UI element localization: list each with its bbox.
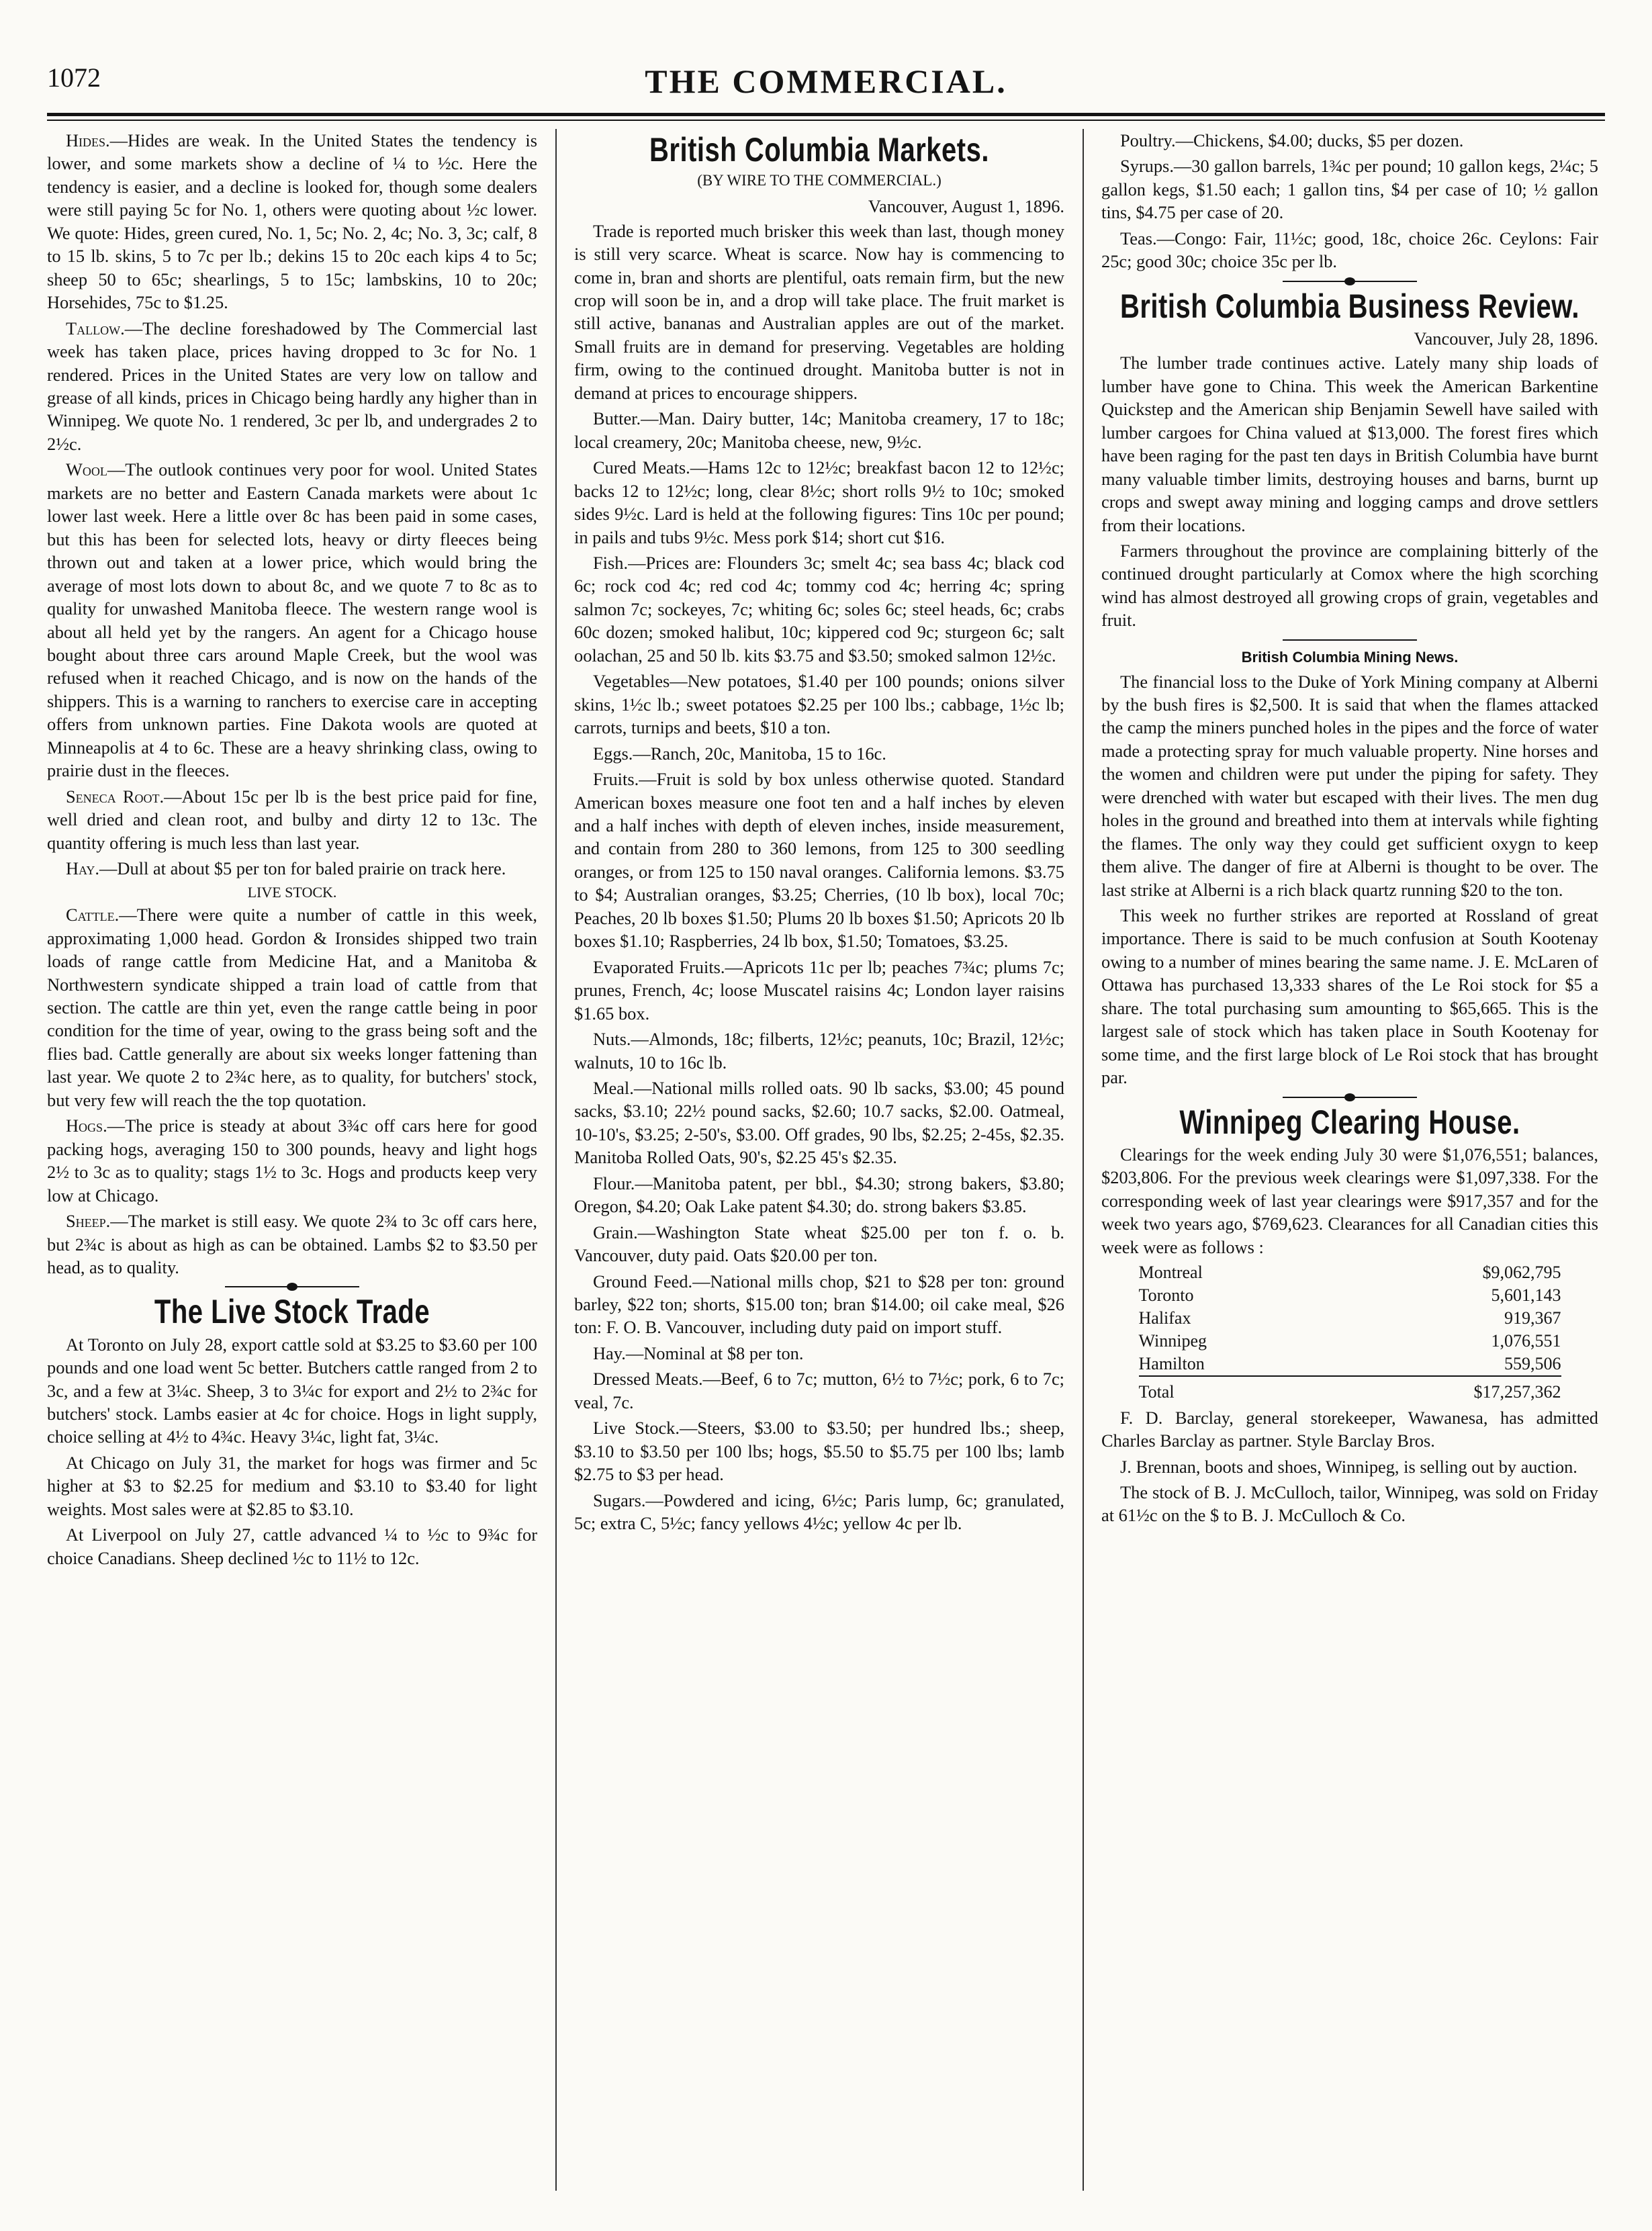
column-1 — [47, 129, 537, 2191]
clearing-house-title: Winnipeg Clearing House. — [1179, 1104, 1520, 1142]
review-paragraph-2: Farmers throughout the province are complaining bitterly of the continued drought particularly at Comox where the high scorching wind has almost destroyed all growing crops of grain, vegetables and fruit. — [1101, 540, 1598, 631]
bc-business-review-title: British Columbia Business Review. — [1119, 288, 1580, 326]
toronto-paragraph: At Toronto on July 28, export cattle sold at $3.25 to $3.60 per 100 pounds and one load went 5c better. Butchers cattle ranged from 2 to 3c, and a few at 3¼c. Sheep, 3 to 3¼c for export and 2½ to 2¾c for butchers' stock. Lambs easier at 4c for choice. Hogs in light supply, choice selling at 4½ to 4¾c. Heavy 3¼c, light fat, 3¼c. — [47, 1334, 537, 1447]
masthead: THE COMMERCIAL. — [645, 62, 1007, 100]
liverpool-paragraph: At Liverpool on July 27, cattle advanced ¼ to ½c to 9¾c for choice Canadians. Sheep declined ½c to 11½ to 12c. — [47, 1524, 537, 1568]
poultry-paragraph: Poultry.—Chickens, $4.00; ducks, $5 per dozen. — [1120, 130, 1464, 150]
hay-paragraph: Hay.—Dull at about $5 per ton for baled prairie on track here. — [66, 858, 506, 879]
review-dateline: Vancouver, July 28, 1896. — [1414, 328, 1598, 349]
clearings-table — [1139, 1261, 1561, 1404]
vegetables-paragraph: Vegetables—New potatoes, $1.40 per 100 pounds; onions silver skins, 1½c lb.; sweet potatoes $2.25 per 100 lbs.; cabbage, 1½c lb; carrots, turnips and beets, $10 a ton. — [574, 671, 1064, 738]
section-divider — [1283, 277, 1417, 285]
ground-feed-paragraph: Ground Feed.—National mills chop, $21 to $28 per ton: ground barley, $22 ton; shorts, $15.00 ton; bran $14.00; oil cake meal, $26 ton: F. O. B. Vancouver, including duty paid on import stuff. — [574, 1271, 1064, 1338]
table-row: Winnipeg 1,076,551 — [1138, 1330, 1561, 1351]
hogs-paragraph: Hogs.—The price is steady at about 3¾c off cars here for good packing hogs, averaging 150 to 300 pounds, heavy and light hogs 2½ to 3c as to quality; stags 1½ to 3c. Hogs and products keep very low at Chicago. — [47, 1116, 537, 1205]
live-stock-trade-title: The Live Stock Trade — [154, 1293, 430, 1331]
notice-barclay: F. D. Barclay, general storekeeper, Wawanesa, has admitted Charles Barclay as partner. Style Barclay Bros. — [1101, 1407, 1598, 1451]
wool-paragraph: Wool—The outlook continues very poor for wool. United States markets are no better and Eastern Canada markets were about 1c lower last week. Here a little over 8c has been paid in some cases, but this has been for selected lots, heavy or dirty fleeces being thrown out and taken at a lower price, which would bring the average of most lots down to about 8c, and we quote 7 to 8c as to quality for unwashed Manitoba fleece. The western range wool is about all held yet by the rangers. An agent for a Chicago house bought about three cars around Maple Creek, but the wool was refused when it reached Chicago, and is now on the hands of the shippers. This is a warning to ranchers to exercise care in accepting offers from unknown parties. Fine Dakota wools are quoted at Minneapolis at 4 to 6c. These are a heavy shrinking class, owing to prairie dust in the fleeces. — [47, 459, 537, 781]
bc-markets-intro: Trade is reported much brisker this week than last, though money is still very scarce. Wheat is scarce. Now hay is commencing to come in, bran and shorts are plentiful, oats remain firm, but the new crop will soon be in, and a drop will take place. The fruit market is still active, bananas and Australian apples are out of the market. Small fruits are in demand for preserving. Vegetables are holding firm, owing to the continued drought. Manitoba butter is not in demand at prices to encourage shippers. — [574, 220, 1064, 403]
flour-paragraph: Flour.—Manitoba patent, per bbl., $4.30; strong bakers, $3.80; Oregon, $4.20; Oak Lake patent $4.30; do. strong bakers $3.85. — [574, 1173, 1064, 1217]
section-divider — [1283, 1093, 1417, 1101]
review-paragraph-1: The lumber trade continues active. Lately many ship loads of lumber have gone to China. This week the American Barkentine Quickstep and the American ship Benjamin Sewell have sailed with lumber cargoes for China valued at $13,000. The forest fires which have been raging for the past ten days in British Columbia have burnt many valuable timber limits, destroying houses and barns, burnt up crops and swept away mining and logging camps and drove settlers from their locations. — [1101, 353, 1598, 535]
column-2 — [574, 129, 1064, 2191]
column-divider — [555, 129, 557, 2191]
table-row: Toronto 5,601,143 — [1138, 1285, 1561, 1306]
column-3 — [1101, 129, 1598, 2191]
column-divider — [1083, 129, 1084, 2191]
section-divider — [1283, 636, 1417, 644]
cattle-paragraph: Cattle.—There were quite a number of cattle in this week, approximating 1,000 head. Gordon & Ironsides shipped two train loads of range cattle from Medicine Hat, and a Manitoba & Northwestern syndicate shipped a train load of cattle from that section. The cattle are thin yet, even the range cattle being in poor condition for the time of year, owing to the grass being soft and the flies bad. Cattle generally are about six weeks longer fattening than last year. We quote 2 to 2¾c here, as to quality, for butchers' stock, but very few will reach the the top quotation. — [47, 905, 537, 1110]
bc-markets-dateline: Vancouver, August 1, 1896. — [868, 196, 1064, 217]
total-row: Total $17,257,362 — [1139, 1376, 1561, 1404]
butter-paragraph: Butter.—Man. Dairy butter, 14c; Manitoba creamery, 17 to 18c; local creamery, 20c; Manitoba cheese, new, 9½c. — [574, 408, 1064, 452]
evaporated-fruits-paragraph: Evaporated Fruits.—Apricots 11c per lb; peaches 7¾c; plums 7c; prunes, French, 4c; loose Muscatel raisins 4c; London layer raisins $1.65 box. — [574, 956, 1064, 1023]
hides-paragraph: Hides.—Hides are weak. In the United States the tendency is lower, and some markets show a decline of ¼ to ½c. Here the tendency is easier, and a decline is looked for, though some dealers were still paying 5c for No. 1, others were quoting about ½c lower. We quote: Hides, green cured, No. 1, 5c; No. 2, 4c; No. 3, 3c; calf, 8 to 15 lb. skins, 5 to 7c per lb.; dekins 15 to 20c each kips 4 to 5c; sheep 50 to 65c; shearlings, 5 to 15c; lambskins, 10 to 20c; Horsehides, 75c to $1.25. — [47, 130, 537, 313]
bc-markets-title: British Columbia Markets. — [649, 132, 989, 169]
dressed-meats-paragraph: Dressed Meats.—Beef, 6 to 7c; mutton, 6½ to 7½c; pork, 6 to 7c; veal, 7c. — [574, 1369, 1064, 1412]
table-row: Halifax 919,367 — [1138, 1308, 1561, 1328]
header-rule-thin — [47, 120, 1605, 121]
cured-meats-paragraph: Cured Meats.—Hams 12c to 12½c; breakfast bacon 12 to 12½c; backs 12 to 12½c; long, clear 8½c; short rolls 9½ to 10c; smoked sides 9½c. Lard is held at the following figures: Tins 10c per pound; in pails and tubs 9½c. Mess pork $14; short cut $16. — [574, 457, 1064, 547]
mining-news-title: British Columbia Mining News. — [1241, 648, 1459, 666]
mining-paragraph-2: This week no further strikes are reported at Rossland of great importance. There is said to be much confusion at South Kootenay owing to a number of mines bearing the same name. J. E. McLaren of Ottawa has purchased 13,333 shares of the Le Roi stock for $5 a share. The total purchasing sum amounting to $65,665. This is the largest sale of stock which has taken place in South Kootenay for some time, and the first large block of Le Roi stock that has brought par. — [1101, 905, 1598, 1088]
fish-paragraph: Fish.—Prices are: Flounders 3c; smelt 4c; sea bass 4c; black cod 6c; rock cod 4c; red cod 4c; tommy cod 4c; herring 4c; spring salmon 7c; sockeyes, 7c; whiting 6c; soles 6c; steel heads, 6c; crabs 60c dozen; smoked halibut, 10c; kippered cod 9c; sturgeon 6c; salt oolachan, 25 and 50 lb. kits $3.75 and $3.50; smoked salmon 12½c. — [574, 552, 1064, 666]
fruits-paragraph: Fruits.—Fruit is sold by box unless otherwise quoted. Standard American boxes measure one foot ten and a half inches by eleven and a half inches with depth of eleven inches, inside measurement, and contain from 280 to 360 lemons, from 125 to 300 seedling oranges, or from 125 to 150 naval oranges. California lemons. $3.75 to $4; Australian oranges, $3.25; Cherries, (10 lb box), local 70c; Peaches, 20 lb boxes $1.50; Plums 20 lb boxes $1.50; Apricots 20 lb boxes $1.10; Raspberries, 24 lb box, $1.50; Tomatoes, $3.25. — [574, 769, 1064, 952]
live-stock-bc-paragraph: Live Stock.—Steers, $3.00 to $3.50; per hundred lbs.; sheep, $3.10 to $3.50 per 100 lbs; hogs, $5.50 to $5.75 per 100 lbs; lamb $2.75 to $3 per head. — [574, 1418, 1064, 1485]
notice-brennan: J. Brennan, boots and shoes, Winnipeg, is selling out by auction. — [1120, 1456, 1577, 1477]
meal-paragraph: Meal.—National mills rolled oats. 90 lb sacks, $3.00; 45 pound sacks, $3.10; 22½ pound sacks, $2.60; 10.7 sacks, $2.00. Oatmeal, 10-10's, $3.25; 2-50's, $3.00. Off grades, 90 lbs, $2.25; 2-45s, $2.35. Manitoba Rolled Oats, 90's, $2.25 45's $2.35. — [574, 1077, 1064, 1168]
tallow-paragraph: Tallow.—The decline foreshadowed by The Commercial last week has taken place, prices having dropped to 3c for No. 1 rendered. Prices in the United States are very low on tallow and grease of all kinds, prices in Chicago being hardly any higher than in Winnipeg. We quote No. 1 rendered, 3c per lb, and undergrades 2 to 2½c. — [47, 318, 537, 454]
teas-paragraph: Teas.—Congo: Fair, 11½c; good, 18c, choice 26c. Ceylons: Fair 25c; good 30c; choice 35c per lb. — [1101, 228, 1598, 272]
grain-paragraph: Grain.—Washington State wheat $25.00 per ton f. o. b. Vancouver, duty paid. Oats $20.00 per ton. — [574, 1222, 1064, 1266]
live-stock-subheading: LIVE STOCK. — [247, 883, 337, 901]
page-number: 1072 — [47, 62, 101, 93]
clearing-paragraph: Clearings for the week ending July 30 were $1,076,551; balances, $203,806. For the previous week clearings were $1,097,338. For the corresponding week of last year clearings were $917,357 and for the week two years ago, $769,623. Clearances for all Canadian cities this week were as follows : — [1101, 1144, 1598, 1257]
table-row: Montreal $9,062,795 — [1138, 1263, 1561, 1283]
bc-markets-subtitle: (BY WIRE TO THE COMMERCIAL.) — [697, 172, 942, 189]
syrups-paragraph: Syrups.—30 gallon barrels, 1¾c per pound; 10 gallon kegs, 2¼c; 5 gallon kegs, $1.50 each; 1 gallon tins, $4 per case of 10; ½ gallon tins, $4.75 per case of 20. — [1101, 156, 1598, 223]
table-row: Hamilton 559,506 — [1138, 1353, 1561, 1373]
mining-paragraph-1: The financial loss to the Duke of York Mining company at Alberni by the bush fires is $2,500. It is said that when the flames attacked the camp the miners punched holes in the pipes and the force of water made a protecting spray for much valuable property. Nine horses and the women and children were put under the piping for safety. They were drenched with water but escaped with their lives. The men dug holes in the ground and breathed into them at intervals while fighting the flames. The only way they could get sufficient oxygn to keep them alive. The danger of fire at Alberni is thought to be over. The last strike at Alberni is a rich black quartz running $20 to the ton. — [1101, 671, 1598, 900]
hay-bc-paragraph: Hay.—Nominal at $8 per ton. — [593, 1342, 804, 1363]
sheep-paragraph: Sheep.—The market is still easy. We quote 2¾ to 3c off cars here, but 2¾c is about as high as can be obtained. Lambs $2 to $3.50 per head, as to quality. — [47, 1211, 537, 1277]
chicago-paragraph: At Chicago on July 31, the market for hogs was firmer and 5c higher at $3 to $2.25 for medium and $3.10 to $3.40 for light weights. Most sales were at $2.85 to $3.10. — [47, 1452, 537, 1519]
sugars-paragraph: Sugars.—Powdered and icing, 6½c; Paris lump, 6c; granulated, 5c; extra C, 5½c; fancy yellows 4½c; yellow 4c per lb. — [574, 1490, 1064, 1534]
page-header — [47, 62, 1605, 116]
notice-mcculloch: The stock of B. J. McCulloch, tailor, Winnipeg, was sold on Friday at 61½c on the $ to B. J. McCulloch & Co. — [1101, 1482, 1598, 1526]
nuts-paragraph: Nuts.—Almonds, 18c; filberts, 12½c; peanuts, 10c; Brazil, 12½c; walnuts, 10 to 16c lb. — [574, 1029, 1064, 1073]
seneca-root-paragraph: Seneca Root.—About 15c per lb is the best price paid for fine, well dried and clean root, and bulby and dirty 12 to 13c. The quantity offering is much less than last year. — [47, 786, 537, 853]
header-rule — [47, 113, 1605, 116]
eggs-paragraph: Eggs.—Ranch, 20c, Manitoba, 15 to 16c. — [593, 743, 886, 764]
